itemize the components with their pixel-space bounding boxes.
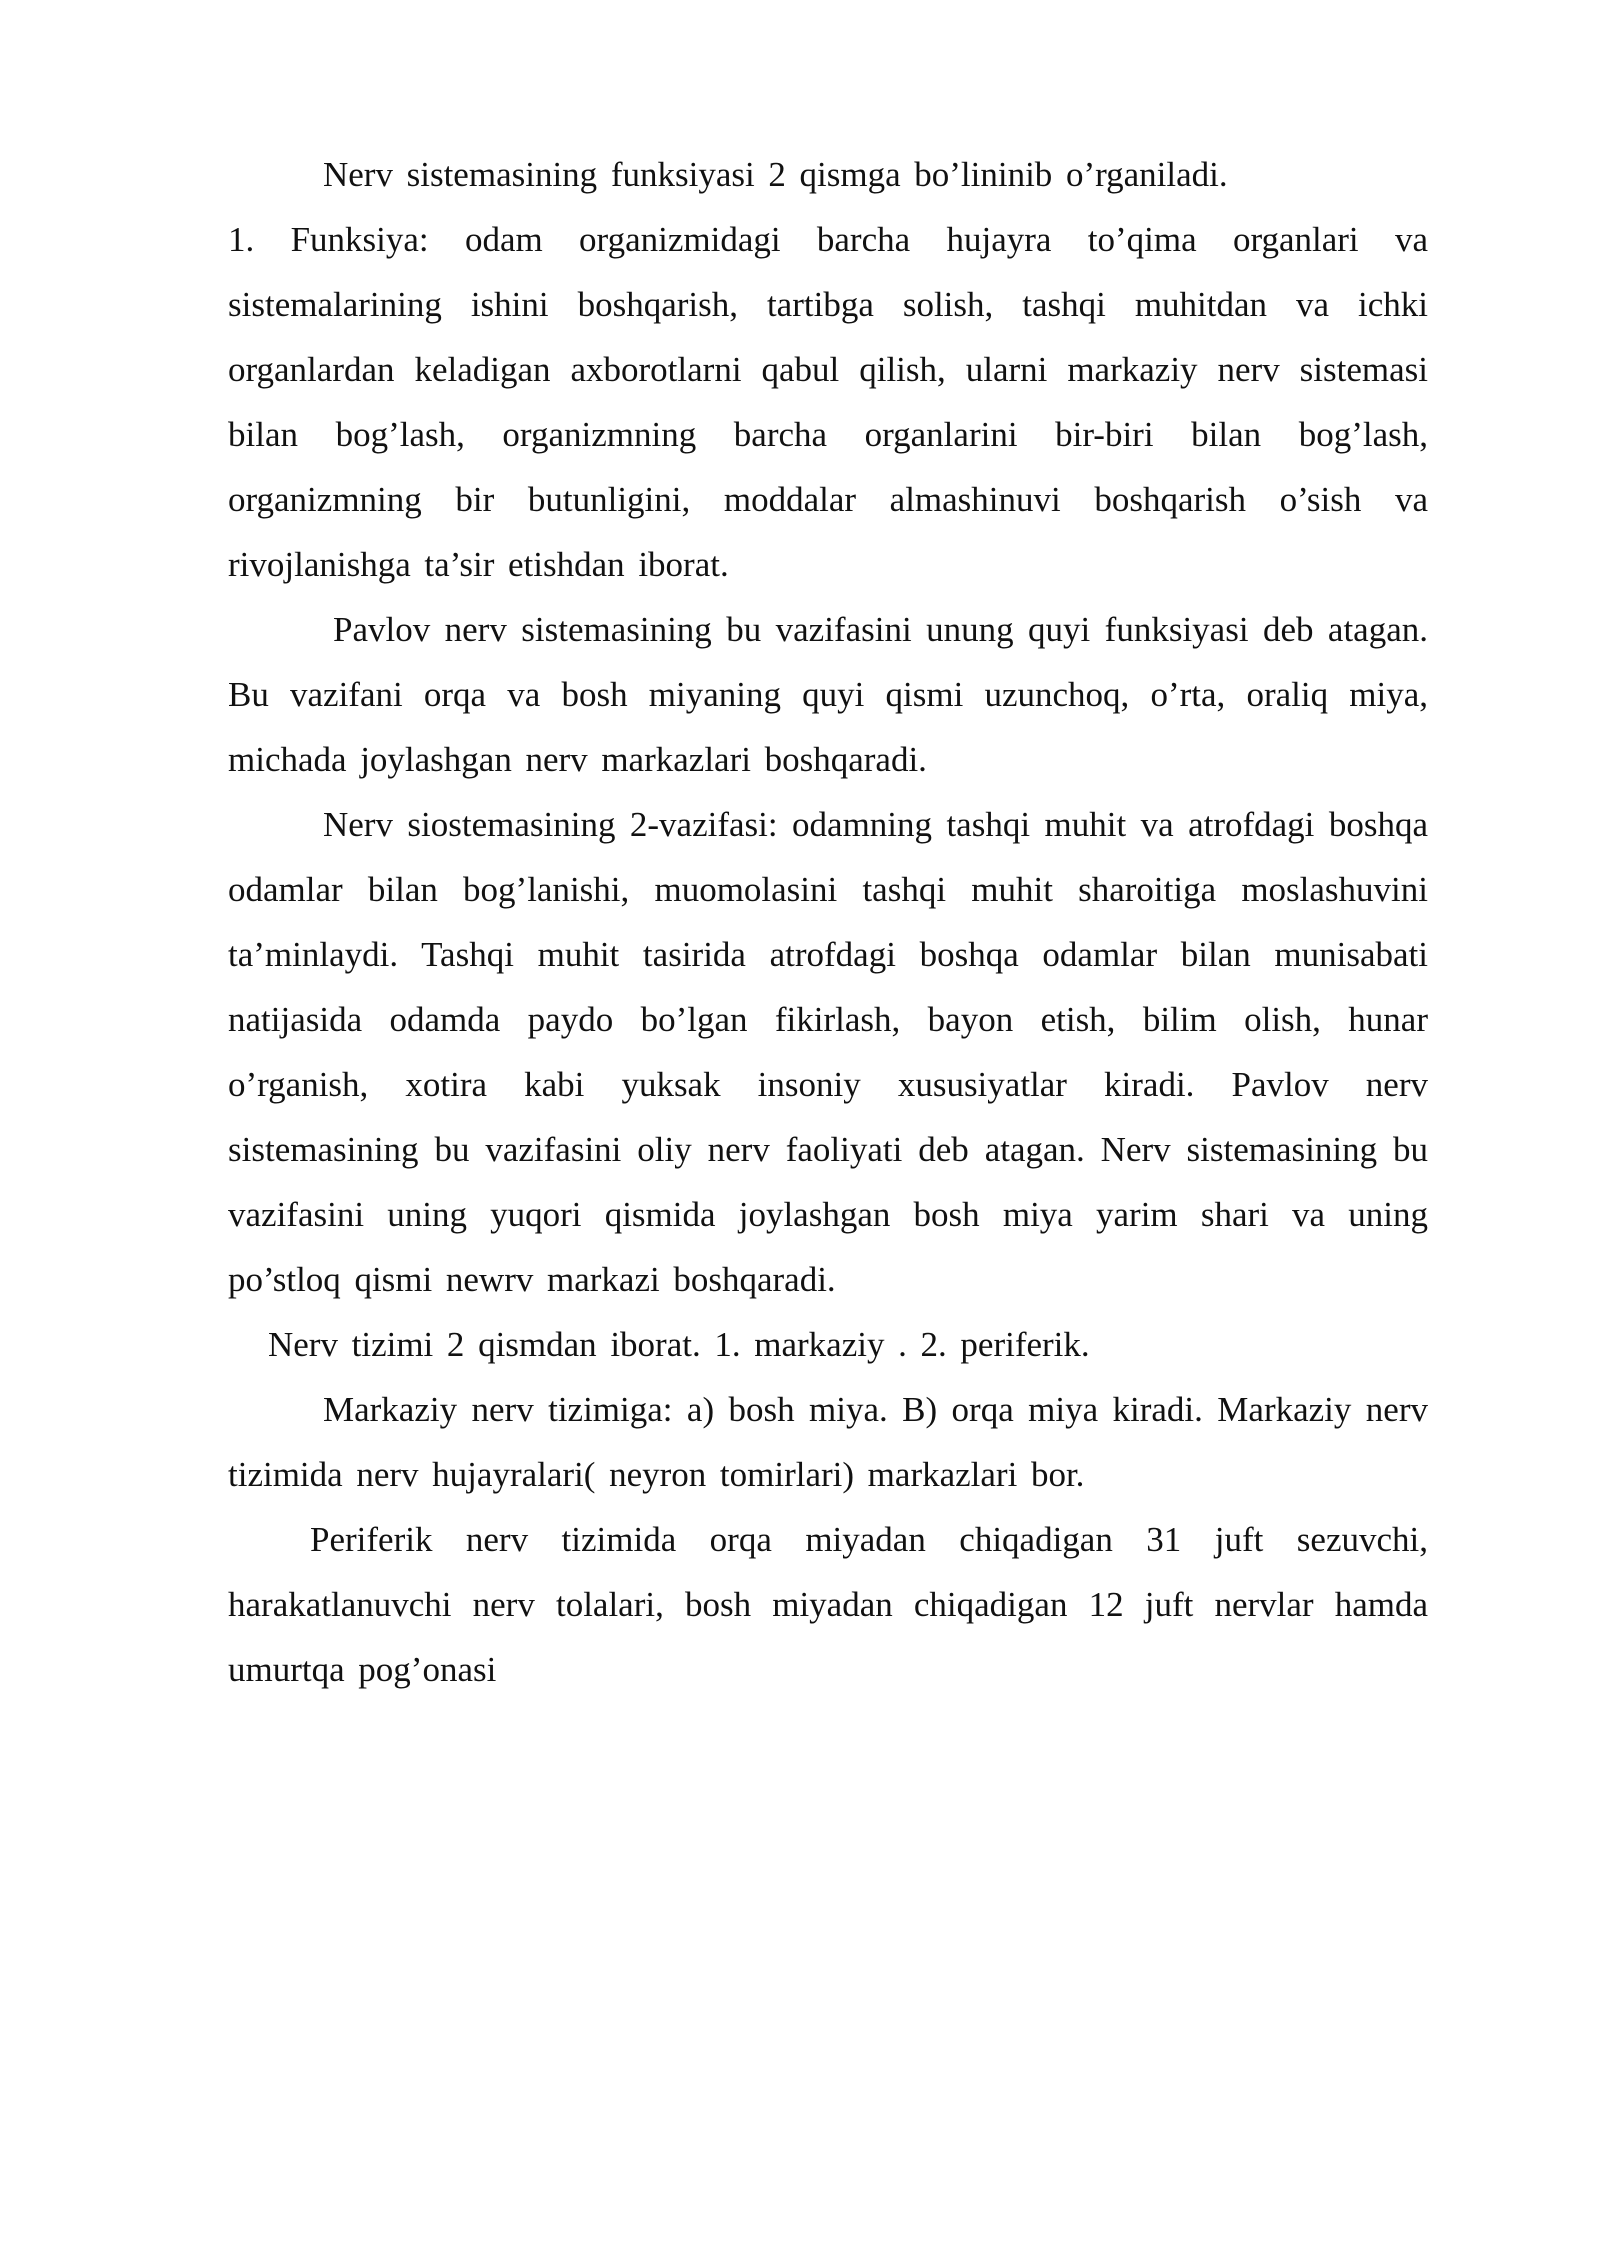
paragraph-intro: Nerv sistemasining funksiyasi 2 qismga bo’lininib o’rganiladi. <box>323 155 1228 194</box>
paragraph-function-1: 1. Funksiya: odam organizmidagi barcha hujayra to’qima organlari va sistemalarining ishini boshqarish, tartibga solish, tashqi muhitdan va ichki organlardan keladigan axborotlarni qabul qilish, ularni markaziy nerv sistemasi bilan bog’lash, organizmning barcha organlarini bir-biri bilan bog’lash, organizmning bir butunligini, moddalar almashinuvi boshqarish o’sish va rivojlanishga ta’sir etishdan iborat. <box>228 220 1428 584</box>
paragraph-nerve-system-parts: Nerv tizimi 2 qismdan iborat. 1. markaziy . 2. periferik. <box>268 1325 1090 1364</box>
paragraph-pavlov-lower: Pavlov nerv sistemasining bu vazifasini unung quyi funksiyasi deb atagan. Bu vazifani orqa va bosh miyaning quyi qismi uzunchoq, o’rta, oraliq miya, michada joylashgan nerv markazlari boshqaradi. <box>228 610 1428 779</box>
paragraph-function-2: Nerv siostemasining 2-vazifasi: odamning tashqi muhit va atrofdagi boshqa odamlar bilan bog’lanishi, muomolasini tashqi muhit sharoitiga moslashuvini ta’minlaydi. Tashqi muhit tasirida atrofdagi boshqa odamlar bilan munisabati natijasida odamda paydo bo’lgan fikirlash, bayon etish, bilim olish, hunar o’rganish, xotira kabi yuksak insoniy xususiyatlar kiradi. Pavlov nerv sistemasining bu vazifasini oliy nerv faoliyati deb atagan. Nerv sistemasining bu vazifasini uning yuqori qismida joylashgan bosh miya yarim shari va uning po’stloq qismi newrv markazi boshqaradi. <box>228 805 1428 1299</box>
document-page <box>228 142 1428 1702</box>
paragraph-central-nervous-system: Markaziy nerv tizimiga: a) bosh miya. B) orqa miya kiradi. Markaziy nerv tizimida nerv hujayralari( neyron tomirlari) markazlari bor. <box>228 1390 1428 1494</box>
paragraph-peripheral-nervous-system: Periferik nerv tizimida orqa miyadan chiqadigan 31 juft sezuvchi, harakatlanuvchi nerv tolalari, bosh miyadan chiqadigan 12 juft nervlar hamda umurtqa pog’onasi <box>228 1520 1428 1689</box>
